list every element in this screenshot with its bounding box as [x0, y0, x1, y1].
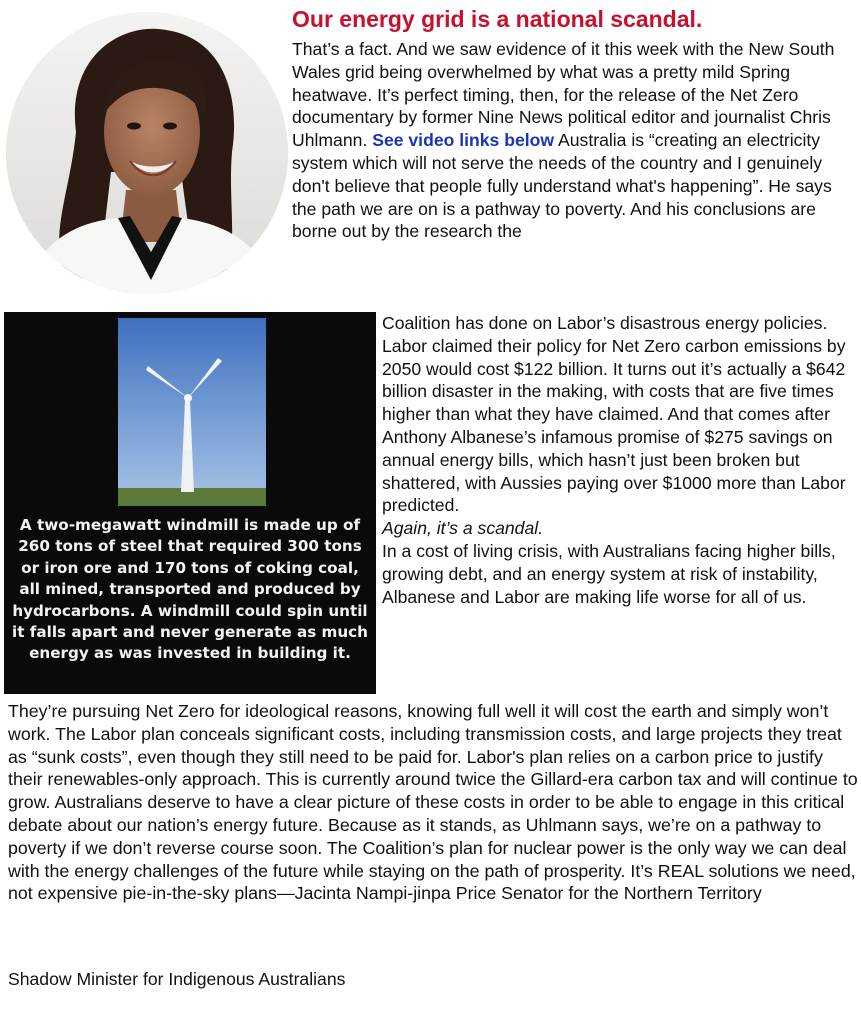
scandal-emphasis: Again, it’s a scandal.	[382, 518, 544, 539]
quote-text: Australia is “creating an electricity system which will not serve the needs of the country and I genuinely don't believe that people fully understand what's happening”. He says the path we are on is a pathway to poverty. And his conclusions are borne out by the research the	[292, 130, 832, 242]
closing-paragraph: They’re pursuing Net Zero for ideological reasons, knowing full well it will cost the earth and simply won’t work. The Labor plan conceals significant costs, including transmission costs, and large projects they treat as “sunk costs”, even though they still need to be paid for. Labor's plan relies on a carbon price to justify their renewables-only approach. This is currently around twice the Gillard-era carbon tax and will continue to grow. Australians deserve to have a clear picture of these costs in order to be able to engage in this critical debate about our nation’s energy future. Because as it stands, as Uhlmann says, we’re on a pathway to poverty if we don’t reverse course soon. The Coalition’s plan for nuclear power is the only way we can deal with the energy challenges of the future while staying on the path of prosperity. It’s REAL solutions we need, not expensive pie-in-the-sky plans—Jacinta Nampi-jinpa Price Senator for the Northern Territory	[8, 701, 858, 904]
intro-text: That’s a fact. And we saw evidence of it this week with the New South Wales grid being overwhelmed by what was a pretty mild Spring heatwave. It’s perfect timing, then, for the release of the Net Zero documentary by former Nine News political editor and journalist Chris Uhlmann.	[292, 39, 835, 151]
portrait-image	[6, 12, 288, 294]
cost-of-living-text: In a cost of living crisis, with Australians facing higher bills, growing debt, and an energy system at risk of instability, Albanese and Labor are making life worse for all of us.	[382, 540, 836, 607]
costs-text: Coalition has done on Labor’s disastrous energy policies. Labor claimed their policy for Net Zero carbon emissions by 2050 would cost $122 billion. It turns out it’s actually a $642 billion disaster in the making, with costs that are five times higher than what they have claimed. And that comes after Anthony Albanese’s infamous promise of $275 savings on annual energy bills, which hasn’t just been broken but shattered, with Aussies paying over $1000 more than Labor predicted.	[382, 313, 846, 516]
signature-title: Shadow Minister for Indigenous Australians	[8, 969, 346, 989]
windmill-meme-image	[4, 312, 376, 694]
costs-paragraph	[382, 312, 860, 608]
intro-paragraph	[292, 38, 860, 243]
meme-caption: A two-megawatt windmill is made up of 260 tons of steel that required 300 tons or iron ore and 170 tons of coking coal, all mined, transported and produced by hydrocarbons. A windmill could spin until it falls apart and never generate as much energy as was invested in building it.	[12, 516, 368, 663]
video-links-link[interactable]: See video links below	[372, 130, 555, 151]
headline: Our energy grid is a national scandal.	[292, 6, 703, 32]
author-portrait	[6, 12, 288, 294]
